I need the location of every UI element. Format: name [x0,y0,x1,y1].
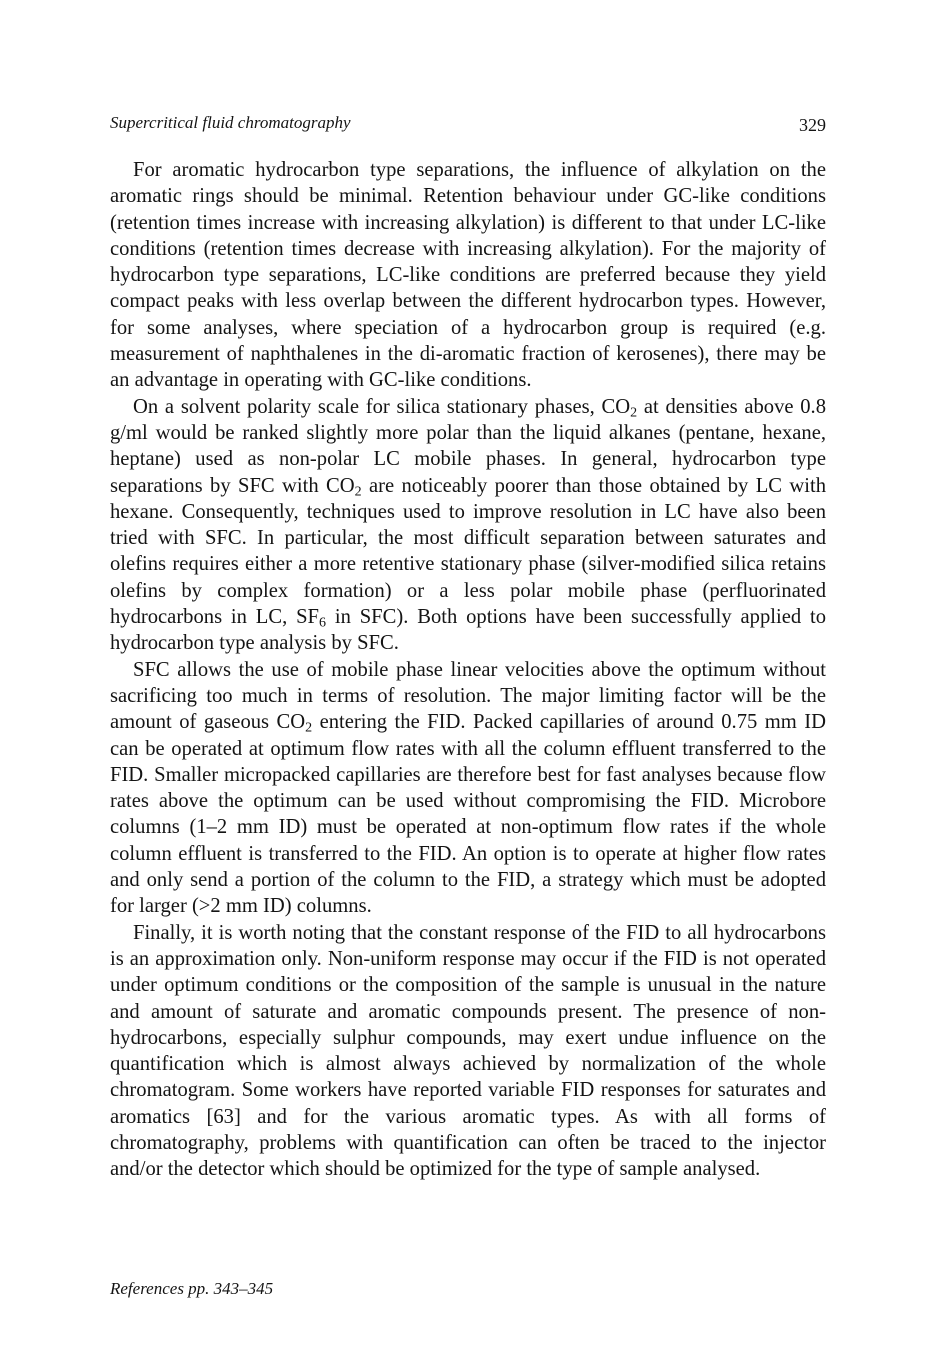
text-run: are noticeably poorer than those obtained by LC with hexane. Consequently, techniques used to improve resolution in LC have also been tried with SFC. In particular, the most difficult separation between saturates and olefins requires either a more retentive stationary phase (silver-modified silica retains olefins by complex formation) or a less polar mobile phase (perfluorinated hydrocarbons in LC, SF [110,474,826,629]
page-number: 329 [799,115,826,135]
subscript: 2 [630,405,638,421]
running-title: Supercritical fluid chromatography [110,113,351,132]
paragraph-1 [110,157,826,394]
footer-references: References pp. 343–345 [110,1279,274,1298]
text-run: On a solvent polarity scale for silica stationary phases, CO [133,395,631,418]
paragraph-4 [110,920,826,1183]
text-run: For aromatic hydrocarbon type separations, the influence of alkylation on the aromatic rings should be minimal. Retention behaviour under GC-like conditions (retention times increase with increasing alkylation) is different to that under LC-like conditions (retention times decrease with increasing alkylation). For the majority of hydrocarbon type separations, LC-like conditions are preferred because they yield compact peaks with less overlap between the different hydrocarbon types. However, for some analyses, where speciation of a hydrocarbon group is required (e.g. measurement of naphthalenes in the di-aromatic fraction of kerosenes), there may be an advantage in operating with GC-like conditions. [110,159,826,392]
paragraph-2 [110,394,826,657]
running-head [110,113,826,139]
text-run: in SFC). Both options have been successfully applied to hydrocarbon type analysis by SFC. [110,606,826,655]
paragraph-3 [110,657,826,920]
text-run: SFC allows the use of mobile phase linear velocities above the optimum without sacrificing too much in terms of resolution. The major limiting factor will be the amount of gaseous CO [110,658,826,734]
text-run: Finally, it is worth noting that the constant response of the FID to all hydrocarbons is an approximation only. Non-uniform response may occur if the FID is not operated under optimum conditions or the composition of the sample is unusual in the nature and amount of saturate and aromatic compounds present. The presence of non-hydrocarbons, especially sulphur compounds, may exert undue influence on the quantification which is almost always achieved by normalization of the whole chromatogram. Some workers have reported variable FID responses for saturates and aromatics [63] and for the various aromatic types. As with all forms of chromatography, problems with quantification can often be traced to the injector and/or the detector which should be optimized for the type of sample analysed. [110,921,826,1181]
text-run: at densities above 0.8 g/ml would be ranked slightly more polar than the liquid alkanes (pentane, hexane, heptane) used as non-polar LC mobile phases. In general, hydrocarbon type separations by SFC with CO [110,395,826,497]
subscript: 2 [305,720,313,736]
subscript: 6 [319,615,327,631]
text-run: entering the FID. Packed capillaries of around 0.75 mm ID can be operated at optimum flow rates with all the column effluent transferred to the FID. Smaller micropacked capillaries are therefore best for fast analyses because flow rates above the optimum can be used without compromising the FID. Microbore columns (1–2 mm ID) must be operated at non-optimum flow rates if the whole column effluent is transferred to the FID. An option is to operate at higher flow rates and only send a portion of the column to the FID, a strategy which must be adopted for larger (>2 mm ID) columns. [110,711,826,918]
subscript: 2 [354,484,362,500]
body-text [110,157,826,1183]
